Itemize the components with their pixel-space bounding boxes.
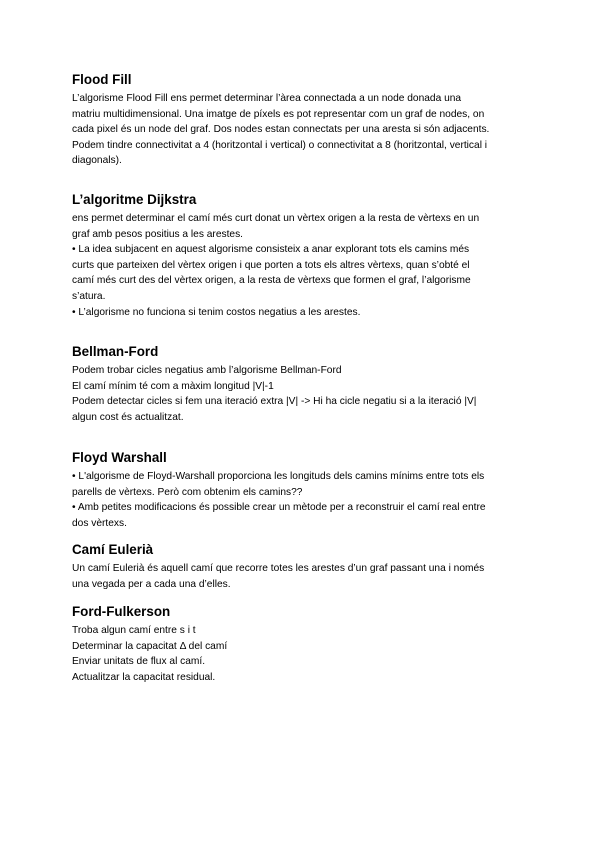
section-title: Camí Eulerià xyxy=(72,542,154,557)
section-body xyxy=(72,211,532,320)
section-body xyxy=(72,363,532,425)
section-floyd-warshall xyxy=(72,450,532,531)
body-line: • La idea subjacent en aquest algorisme consisteix a anar explorant tots els camins més xyxy=(72,244,470,256)
body-line: • Amb petites modificacions és possible crear un mètode per a reconstruir el camí real entre xyxy=(72,502,486,514)
section-cami-euleria xyxy=(72,542,532,592)
body-line: Podem tindre connectivitat a 4 (horitzontal i vertical) o connectivitat a 8 (horitzontal, vertical i xyxy=(72,139,488,151)
section-ford-fulkerson xyxy=(72,604,532,685)
body-line: camí més curt des del vèrtex origen, a la resta de vèrtexs que formen el graf, l’algorisme xyxy=(72,275,471,287)
body-line: • L'algorisme de Floyd-Warshall proporciona les longituds dels camins mínims entre tots els xyxy=(72,471,485,482)
body-line: graf amb pesos positius a les arestes. xyxy=(72,228,244,240)
body-line: una vegada per a cada una d’elles. xyxy=(72,578,231,590)
body-line: L’algorisme Flood Fill ens permet determinar l’àrea connectada a un node donada una xyxy=(72,93,462,104)
section-body xyxy=(72,469,532,531)
body-line: dos vèrtexs. xyxy=(72,517,127,529)
section-dijkstra xyxy=(72,192,532,320)
section-flood-fill xyxy=(72,72,532,169)
body-line: ens permet determinar el camí més curt donat un vèrtex origen a la resta de vèrtexs en un xyxy=(72,213,480,224)
section-title: L’algoritme Dijkstra xyxy=(72,192,197,207)
body-line: cada pixel és un node del graf. Dos nodes estan connectats per una aresta si són adjacents. xyxy=(72,124,490,136)
section-title: Bellman-Ford xyxy=(72,344,159,359)
body-line: Actualitzar la capacitat residual. xyxy=(72,671,216,683)
section-title: Ford-Fulkerson xyxy=(72,604,171,619)
body-line: Enviar unitats de flux al camí. xyxy=(72,656,206,668)
body-line: diagonals). xyxy=(72,155,122,167)
body-line: Determinar la capacitat Δ del camí xyxy=(72,640,228,652)
body-line: parells de vèrtexs. Però com obtenim els camins?? xyxy=(72,486,303,498)
body-line: El camí mínim té com a màxim longitud |V|-1 xyxy=(72,380,274,392)
body-line: Un camí Eulerià és aquell camí que recorre totes les arestes d’un graf passant una i només xyxy=(72,563,485,574)
body-line: Podem trobar cicles negatius amb l’algorisme Bellman-Ford xyxy=(72,365,342,376)
section-body xyxy=(72,91,532,169)
body-line: matriu multidimensional. Una imatge de píxels es pot representar com un graf de nodes, on xyxy=(72,108,485,120)
section-body xyxy=(72,561,532,592)
body-line: s’atura. xyxy=(72,290,106,302)
body-line: Troba algun camí entre s i t xyxy=(72,625,196,636)
body-line: Podem detectar cicles si fem una iteració extra |V| -> Hi ha cicle negatiu si a la iteració |V| xyxy=(72,396,477,408)
body-line: curts que parteixen del vèrtex origen i que porten a tots els altres vèrtexs, quan s’obté el xyxy=(72,259,470,271)
section-body xyxy=(72,623,532,685)
section-bellman-ford xyxy=(72,344,532,425)
section-title: Floyd Warshall xyxy=(72,450,167,465)
section-title: Flood Fill xyxy=(72,72,132,87)
body-line: algun cost és actualitzat. xyxy=(72,411,184,423)
body-line: • L’algorisme no funciona si tenim costos negatius a les arestes. xyxy=(72,306,361,318)
